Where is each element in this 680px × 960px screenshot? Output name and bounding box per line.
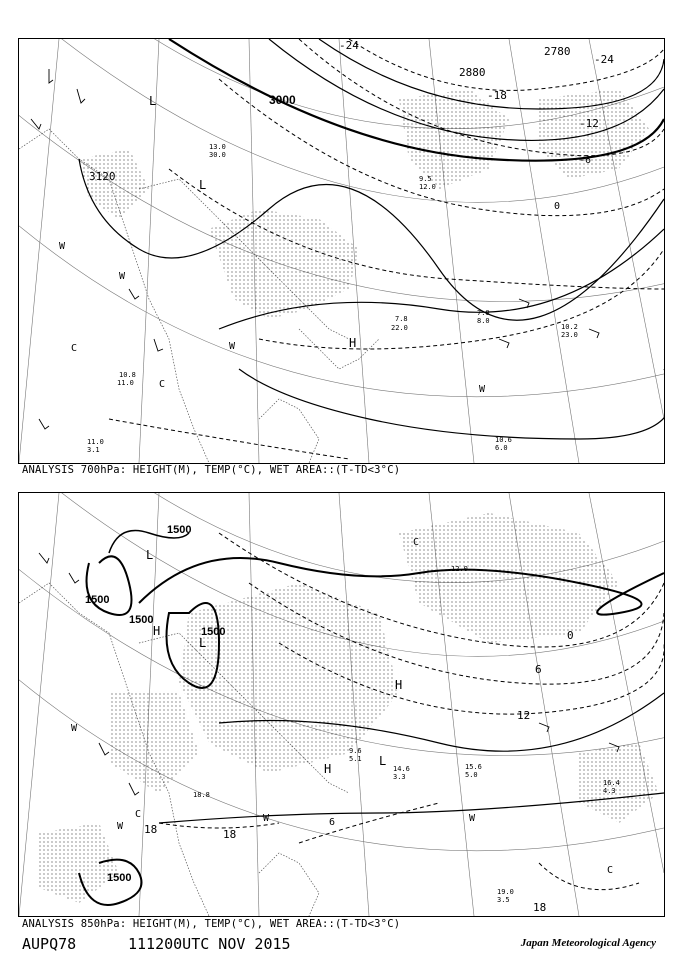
station-value: 5.0 [465,771,478,779]
chart-title-700hpa: ANALYSIS 700hPa: HEIGHT(M), TEMP(°C), WET AREA::(T-TD<3°C) [22,464,401,476]
station-value: 23.0 [561,331,578,339]
low-center: L [149,94,157,108]
high-center: H [349,336,357,350]
station-value: 12.0 [451,565,468,573]
cold-marker: C [607,865,614,876]
low-center: L [199,636,207,650]
cold-marker: C [135,809,142,820]
station-value: 10.8 [119,371,136,379]
chart-title-850hpa: ANALYSIS 850hPa: HEIGHT(M), TEMP(°C), WET AREA::(T-TD<3°C) [22,918,401,930]
warm-marker: W [117,821,124,832]
map-panel-850hpa [18,492,665,917]
temperature-label: -12 [579,117,599,130]
temperature-label: 6 [329,817,336,828]
station-value: 5.1 [349,755,362,763]
station-value: 22.0 [391,324,408,332]
station-value: 9.6 [349,747,362,755]
station-value: 4.3 [603,787,616,795]
station-value: 19.0 [497,888,514,896]
height-label: 1500 [85,594,110,606]
height-label: 1500 [201,626,226,638]
temperature-label: 12 [517,709,531,722]
station-value: 12.0 [419,183,436,191]
high-center: H [395,678,403,692]
temperature-label: -24 [339,39,359,52]
low-center: L [379,754,387,768]
valid-time: 111200UTC NOV 2015 [128,935,291,953]
cold-marker: C [159,379,166,390]
cold-marker: C [413,537,420,548]
station-value: 8.0 [477,317,490,325]
temperature-label: 6 [535,663,542,676]
height-label: 2780 [544,45,571,58]
temperature-label: 18 [223,828,237,841]
height-label: 2880 [459,66,486,79]
height-label: 1500 [167,524,192,536]
high-center: H [153,624,161,638]
height-label: 1500 [107,872,132,884]
station-value: 10.6 [495,436,512,444]
temperature-label: -18 [487,89,507,102]
station-value: 11.0 [117,379,134,387]
temperature-label: -6 [579,155,592,166]
cold-marker: C [71,343,78,354]
station-value: 3.3 [393,773,406,781]
station-value: 7.8 [395,315,408,323]
map-panel-700hpa [18,38,665,464]
station-value: 9.5 [419,175,432,183]
low-center: L [199,178,207,192]
warm-marker: W [119,271,126,282]
map-700hpa [19,39,664,463]
station-value: 18.8 [193,791,210,799]
station-value: 16.4 [603,779,620,787]
height-label: 1500 [129,614,154,626]
wet-area [79,89,649,319]
warm-marker: W [479,384,486,395]
station-value: 3.1 [87,446,100,454]
wet-area [39,513,659,903]
temperature-label: -24 [594,53,614,66]
high-center: H [324,762,332,776]
station-value: 7.0 [477,309,490,317]
temperature-label: 18 [533,901,547,914]
low-center: L [146,548,154,562]
height-label: 3120 [89,170,116,183]
height-label: 3000 [269,93,296,107]
station-value: 6.0 [495,444,508,452]
agency-credit: Japan Meteorological Agency [520,937,656,949]
temperature-label: 0 [554,201,561,212]
temperature-label: 0 [567,629,574,642]
station-value: 11.0 [87,438,104,446]
warm-marker: W [469,813,476,824]
chart-id: AUPQ78 [22,935,77,953]
station-value: 15.6 [465,763,482,771]
station-value: 13.0 [209,143,226,151]
station-plots [87,143,578,454]
warm-marker: W [59,241,66,252]
station-value: 14.6 [393,765,410,773]
station-value: 30.0 [209,151,226,159]
temperature-label: 18 [144,823,158,836]
station-value: 10.2 [561,323,578,331]
station-value: 3.5 [497,896,510,904]
map-850hpa [19,493,664,916]
warm-marker: W [263,813,270,824]
warm-marker: W [229,341,236,352]
warm-marker: W [71,723,78,734]
